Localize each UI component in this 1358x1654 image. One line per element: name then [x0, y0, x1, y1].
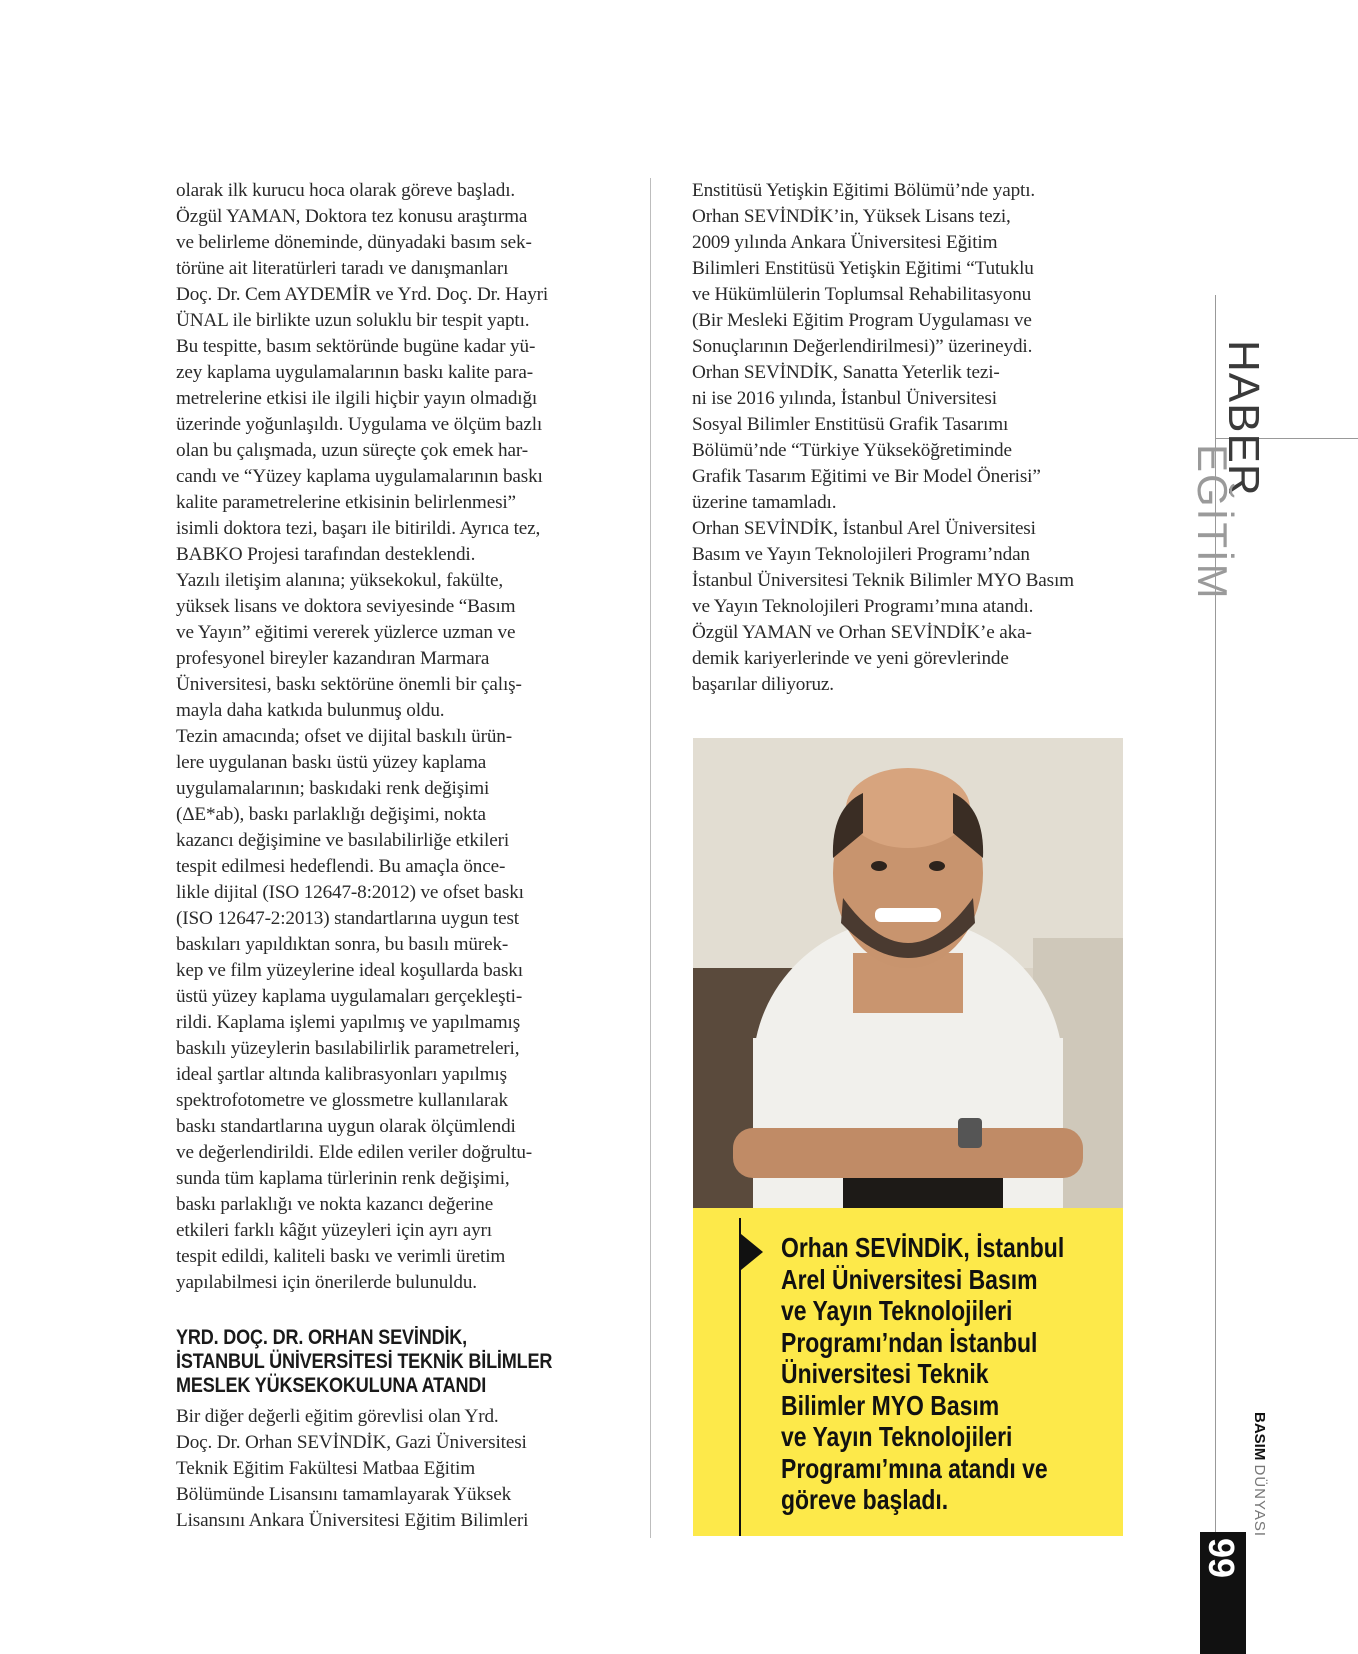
magazine-name: [1251, 1412, 1268, 1537]
left-column: [176, 178, 616, 1534]
arrow-icon: [741, 1234, 763, 1270]
left-paragraph-2: Bir diğer değerli eğitim görevlisi olan Yrd. Doç. Dr. Orhan SEVİNDİK, Gazi Üniversitesi Teknik Eğitim Fakültesi Matbaa Eğitim Bölümünde Lisansını tamamlayarak Yüksek Lisansını Ankara Üniversitesi Eğitim Bilimleri: [176, 1406, 529, 1531]
callout-box: [693, 1208, 1123, 1536]
callout-text: Orhan SEVİNDİK, İstanbul Arel Üniversitesi Basım ve Yayın Teknolojileri Programı’ndan İstanbul Üniversitesi Teknik Bilimler MYO Basım ve Yayın Teknolojileri Programı’mına atandı ve göreve başladı.: [781, 1232, 1065, 1515]
magazine-name-light: DÜNYASI: [1251, 1464, 1268, 1538]
section-heading: YRD. DOÇ. DR. ORHAN SEVİNDİK, İSTANBUL ÜNİVERSİTESİ TEKNİK BİLİMLER MESLEK YÜKSEKOKULUNA ATANDI: [176, 1326, 553, 1397]
subsection-label: EĞİTİM: [1189, 444, 1236, 601]
left-paragraph: olarak ilk kurucu hoca olarak göreve başladı. Özgül YAMAN, Doktora tez konusu araştırma ve belirleme döneminde, dünyadaki basım sek- törüne ait literatürleri taradı ve danışmanları Doç. Dr. Cem AYDEMİR ve Yrd. Doç. Dr. Hayri ÜNAL ile birlikte uzun soluklu bir tespit yaptı. Bu tespitte, basım sektöründe bugüne kadar yü- zey kaplama uygulamalarının baskı kalite para- metrelerine etkisi ile ilgili hiçbir yayın olmadığı üzerinde yoğunlaşıldı. Uygulama ve ölçüm bazlı olan bu çalışmada, uzun süreçte çok emek har- candı ve “Yüzey kaplama uygulamalarının baskı kalite parametrelerine etkisinin belirlenmesi” isimli doktora tezi, başarı ile bitirildi. Ayrıca tez, BABKO Projesi tarafından desteklendi. Yazılı iletişim alanına; yüksekokul, fakülte, yüksek lisans ve doktora seviyesinde “Basım ve Yayın” eğitimi vererek yüzlerce uzman ve profesyonel bireyler kazandıran Marmara Üniversitesi, baskı sektörüne önemli bir çalış- mayla daha katkıda bulunmuş oldu. Tezin amacında; ofset ve dijital baskılı ürün- lere uygulanan baskı üstü yüzey kaplama uygulamalarının; baskıdaki renk değişimi (ΔE*ab), baskı parlaklığı değişimi, nokta kazancı değişimine ve basılabilirliğe etkileri tespit edilmesi hedeflendi. Bu amaçla önce- likle dijital (ISO 12647-8:2012) ve ofset baskı (ISO 12647-2:2013) standartlarına uygun test baskıları yapıldıktan sonra, bu basılı mürek- kep ve film yüzeylerine ideal koşullarda baskı üstü yüzey kaplama uygulamaları gerçekleşti- rildi. Kaplama işlemi yapılmış ve yapılmamış baskılı yüzeylerin basılabilirlik parametreleri, ideal şartlar altında kalibrasyonları yapılmış spektrofotometre ve glossmetre kullanılarak baskı standartlarına uygun olarak ölçümlendi ve değerlendirildi. Elde edilen veriler doğrultu- sunda tüm kaplama türlerinin renk değişimi, baskı parlaklığı ve nokta kazancı değerine etkileri farklı kâğıt yüzeyleri için ayrı ayrı tespit edildi, kaliteli baskı ve verimli üretim yapılabilmesi için önerilerde bulunuldu.: [176, 180, 549, 1293]
page-number: 99: [1201, 1538, 1242, 1579]
section-label: HABER: [1219, 340, 1268, 497]
magazine-name-bold: BASIM: [1251, 1412, 1268, 1461]
column-divider: [650, 178, 651, 1538]
portrait-photo: [693, 738, 1123, 1208]
middle-column: [692, 178, 1132, 698]
middle-paragraph: Enstitüsü Yetişkin Eğitimi Bölümü’nde yaptı. Orhan SEVİNDİK’in, Yüksek Lisans tezi, 2009 yılında Ankara Üniversitesi Eğitim Bilimleri Enstitüsü Yetişkin Eğitimi “Tutuklu ve Hükümlülerin Toplumsal Rehabilitasyonu (Bir Mesleki Eğitim Program Uygulaması ve Sonuçlarının Değerlendirilmesi)” üzerineydi. Orhan SEVİNDİK, Sanatta Yeterlik tezi- ni ise 2016 yılında, İstanbul Üniversitesi Sosyal Bilimler Enstitüsü Grafik Tasarımı Bölümü’nde “Türkiye Yükseköğretiminde Grafik Tasarım Eğitimi ve Bir Model Önerisi” üzerine tamamladı. Orhan SEVİNDİK, İstanbul Arel Üniversitesi Basım ve Yayın Teknolojileri Programı’ndan İstanbul Üniversitesi Teknik Bilimler MYO Basım ve Yayın Teknolojileri Programı’mına atandı. Özgül YAMAN ve Orhan SEVİNDİK’e aka- demik kariyerlerinde ve yeni görevlerinde başarılar diliyoruz.: [692, 180, 1074, 695]
